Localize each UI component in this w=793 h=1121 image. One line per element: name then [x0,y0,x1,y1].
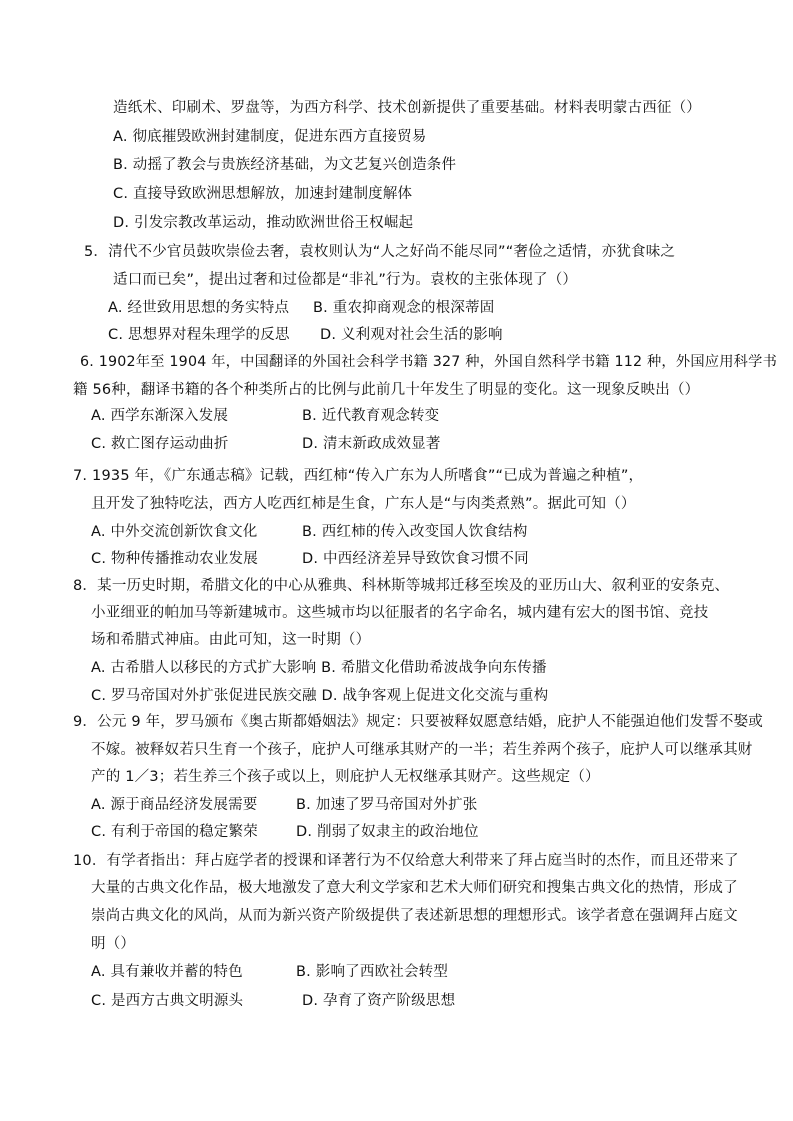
q7-option-d: D. 中西经济差异导致饮食习惯不同 [302,551,529,567]
q4-option-d: D. 引发宗教改革运动，推动欧洲世俗王权崛起 [113,215,414,231]
q8-stem-line-3: 场和希腊式神庙。由此可知，这一时期（） [91,632,371,648]
q10-stem-line-2: 大量的古典文化作品，极大地激发了意大利文学家和艺术大师们研究和搜集古典文化的热情，形成了 [91,880,738,896]
q8-stem-line-1: 8．某一历史时期，希腊文化的中心从雅典、科林斯等城邦迁移至埃及的亚历山大、叙利亚的安条克、 [73,578,730,594]
q9-option-a: A. 源于商品经济发展需要 [91,797,258,813]
q9-stem-line-3: 产的 1／3；若生养三个孩子或以上，则庇护人无权继承其财产。这些规定（） [91,769,600,785]
q8-stem-line-2: 小亚细亚的帕加马等新建城市。这些城市均以征服者的名字命名，城内建有宏大的图书馆、竞技 [91,605,709,621]
q9-option-b: B. 加速了罗马帝国对外扩张 [296,797,478,813]
q6-option-d: D. 清末新政成效显著 [302,436,441,452]
q10-option-a: A. 具有兼收并蓄的特色 [91,964,243,980]
q4-option-c: C. 直接导致欧洲思想解放，加速封建制度解体 [113,186,413,202]
q10-stem-line-3: 崇尚古典文化的风尚，从而为新兴资产阶级提供了表述新思想的理想形式。该学者意在强调拜占庭文 [91,908,738,924]
q7-stem-line-1: 7. 1935 年，《广东通志稿》记载，西红柿“传入广东为人所嗜食”“已成为普遍之种植”， [73,468,644,484]
q10-stem-line-4: 明（） [91,936,136,952]
q5-option-d: D. 义利观对社会生活的影响 [320,327,503,343]
q6-option-a: A. 西学东渐深入发展 [91,408,229,424]
q4-stem-continuation: 造纸术、印刷术、罗盘等，为西方科学、技术创新提供了重要基础。材料表明蒙古西征（） [113,100,701,116]
q5-option-b: B. 重农抑商观念的根深蒂固 [313,300,495,316]
q6-stem-line-2: 籍 56种，翻译书籍的各个种类所占的比例与此前几十年发生了明显的变化。这一现象反映出（） [73,382,700,398]
q5-option-c: C. 思想界对程朱理学的反思 [108,327,290,343]
q10-option-c: C. 是西方古典文明源头 [91,993,244,1009]
q10-option-b: B. 影响了西欧社会转型 [296,964,449,980]
q9-option-c: C. 有利于帝国的稳定繁荣 [91,824,258,840]
q4-option-a: A. 彻底摧毁欧洲封建制度，促进东西方直接贸易 [113,129,427,145]
q7-option-c: C. 物种传播推动农业发展 [91,551,258,567]
q5-stem-line-1: 5．清代不少官员鼓吹崇俭去奢，袁枚则认为“人之好尚不能尽同”“奢俭之适情，亦犹食味之 [84,244,676,260]
q9-option-d: D. 削弱了奴隶主的政治地位 [296,824,479,840]
q9-stem-line-2: 不嫁。被释奴若只生育一个孩子，庇护人可继承其财产的一半；若生养两个孩子，庇护人可以继承其财 [91,742,753,758]
q9-stem-line-1: 9．公元 9 年，罗马颁布《奥古斯都婚姻法》规定：只要被释奴愿意结婚，庇护人不能强迫他们发誓不娶或 [73,714,763,730]
q7-stem-line-2: 且开发了独特吃法，西方人吃西红柿是生食，广东人是“与肉类煮熟”。据此可知（） [91,496,636,512]
q10-option-d: D. 孕育了资产阶级思想 [302,993,456,1009]
q6-option-b: B. 近代教育观念转变 [302,408,440,424]
q10-stem-line-1: 10．有学者指出：拜占庭学者的授课和译著行为不仅给意大利带来了拜占庭当时的杰作，而且还带来了 [73,853,739,869]
q5-stem-line-2: 适口而已矣”，提出过奢和过俭都是“非礼”行为。袁枚的主张体现了（） [113,272,578,288]
q4-option-b: B. 动摇了教会与贵族经济基础，为文艺复兴创造条件 [113,157,457,173]
q7-option-b: B. 西红柿的传入改变国人饮食结构 [302,524,528,540]
q5-option-a: A. 经世致用思想的务实特点 [108,300,290,316]
q8-options-c-d: C. 罗马帝国对外扩张促进民族交融 D. 战争客观上促进文化交流与重构 [91,688,549,704]
q8-options-a-b: A. 古希腊人以移民的方式扩大影响 B. 希腊文化借助希波战争向东传播 [91,660,547,676]
q6-stem-line-1: 6. 1902年至 1904 年，中国翻译的外国社会科学书籍 327 种，外国自然科学书籍 112 种，外国应用科学书 [80,354,778,370]
q6-option-c: C. 救亡图存运动曲折 [91,436,229,452]
q7-option-a: A. 中外交流创新饮食文化 [91,524,258,540]
